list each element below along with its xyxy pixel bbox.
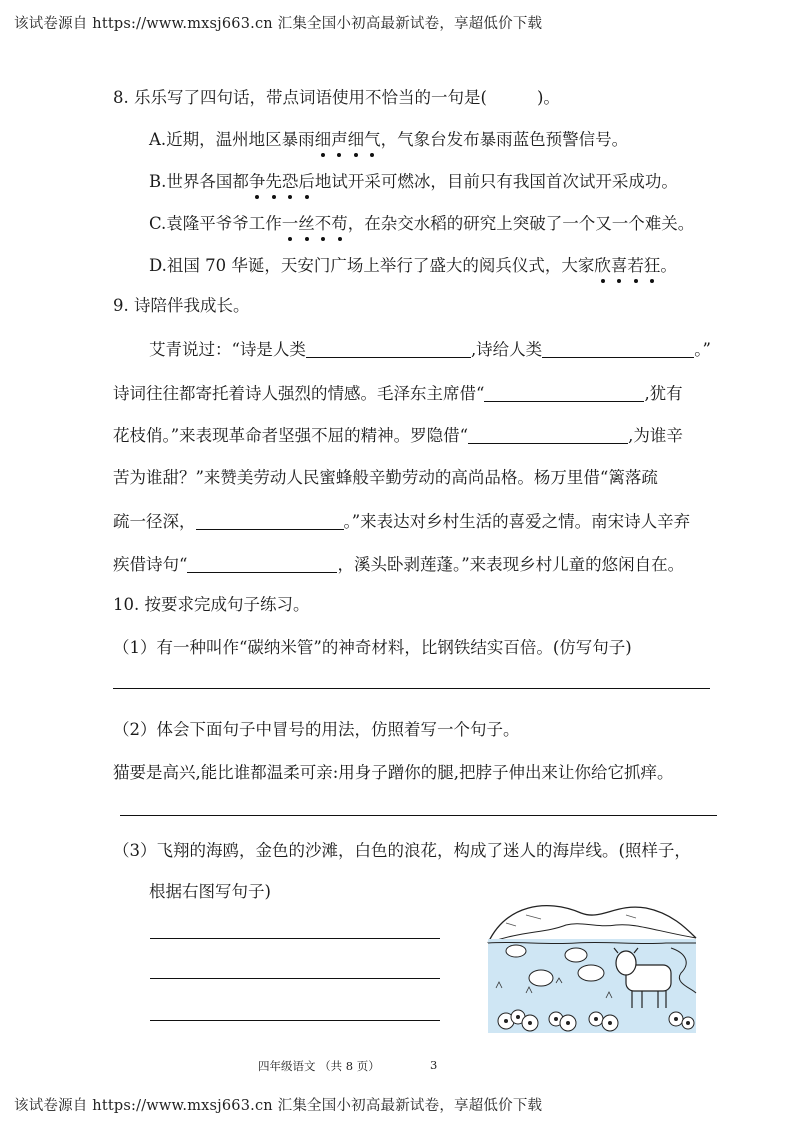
answer-line-2[interactable] xyxy=(120,815,717,816)
question-8-option-d xyxy=(149,258,677,275)
question-10-title: 10. 按要求完成句子练习。 xyxy=(113,595,310,614)
fill-blank[interactable] xyxy=(468,427,628,444)
option-d-post: 。 xyxy=(660,256,677,275)
dotted-char: 争 xyxy=(248,172,266,191)
page-footer-label: 四年级语文 （共 8 页） xyxy=(258,1059,380,1073)
question-10-sub-2: （2）体会下面句子中冒号的用法，仿照着写一个句子。 xyxy=(113,720,520,739)
answer-line-1[interactable] xyxy=(113,688,710,689)
question-8-text-end: )。 xyxy=(536,88,560,107)
dotted-char: 气 xyxy=(364,130,381,149)
question-8-option-c xyxy=(149,216,694,233)
q9-text: ,犹有 xyxy=(644,384,683,403)
dotted-char: 苟 xyxy=(331,214,348,233)
dotted-char: 恐 xyxy=(281,172,299,191)
dotted-char: 细 xyxy=(314,130,332,149)
question-10-sub-3: （3）飞翔的海鸥，金色的沙滩，白色的浪花，构成了迷人的海岸线。(照样子， xyxy=(113,841,691,860)
question-8-text: 8. 乐乐写了四句话，带点词语使用不恰当的一句是( xyxy=(113,88,487,107)
option-c-post: ，在杂交水稻的研究上突破了一个又一个难关。 xyxy=(347,214,695,233)
question-8-stem xyxy=(113,90,560,107)
fill-blank[interactable] xyxy=(187,556,337,573)
q9-text: 。” xyxy=(694,340,711,359)
option-a-pre: A.近期，温州地区暴雨 xyxy=(149,130,315,149)
fill-blank[interactable] xyxy=(542,341,694,358)
q9-text: ,诗给人类 xyxy=(470,340,543,359)
dotted-char: 若 xyxy=(627,256,644,275)
question-9-line-2 xyxy=(113,385,683,403)
option-b-pre: B.世界各国都 xyxy=(149,172,249,191)
question-10-sub-2-example: 猫要是高兴,能比谁都温柔可亲:用身子蹭你的腿,把脖子伸出来让你给它抓痒。 xyxy=(113,763,674,782)
q9-text: 诗词往往都寄托着诗人强烈的情感。毛泽东主席借“ xyxy=(113,384,485,403)
q9-text: ,为谁辛 xyxy=(628,426,683,445)
q9-text: ，溪头卧剥莲蓬。”来表现乡村儿童的悠闲自在。 xyxy=(337,555,685,574)
q9-text: 花枝俏。”来表现革命者坚强不屈的精神。罗隐借“ xyxy=(113,426,469,445)
option-a-post: ，气象台发布暴雨蓝色预警信号。 xyxy=(380,130,629,149)
top-source-banner: 该试卷源自 https://www.mxsj663.cn 汇集全国小初高最新试卷，享超低价下载 xyxy=(14,16,543,32)
answer-line-3b[interactable] xyxy=(150,978,440,979)
q9-text: 。”来表达对乡村生活的喜爱之情。南宋诗人辛弃 xyxy=(343,512,691,531)
fill-blank[interactable] xyxy=(306,341,471,358)
q9-text: 疾借诗句“ xyxy=(113,555,188,574)
dotted-char: 声 xyxy=(331,130,348,149)
fill-blank[interactable] xyxy=(196,513,344,530)
q9-text: 艾青说过：“诗是人类 xyxy=(149,340,306,359)
dotted-char: 细 xyxy=(347,130,365,149)
dotted-char: 一 xyxy=(281,214,299,233)
option-c-pre: C.袁隆平爷爷工作 xyxy=(149,214,282,233)
question-8-option-b xyxy=(149,174,678,191)
bottom-source-banner: 该试卷源自 https://www.mxsj663.cn 汇集全国小初高最新试卷，享超低价下载 xyxy=(14,1098,543,1114)
dotted-char: 后 xyxy=(298,172,315,191)
dotted-char: 狂 xyxy=(643,256,661,275)
landscape-illustration xyxy=(486,893,698,1043)
question-9-line-4: 苦为谁甜？”来赞美劳动人民蜜蜂般辛勤劳动的高尚品格。杨万里借“篱落疏 xyxy=(113,468,658,487)
question-10-sub-3-cont: 根据右图写句子) xyxy=(149,882,271,901)
question-9-line-1 xyxy=(149,341,711,359)
answer-line-3c[interactable] xyxy=(150,1020,440,1021)
question-9-line-3 xyxy=(113,427,683,445)
page-number: 3 xyxy=(430,1058,438,1072)
dotted-char: 喜 xyxy=(610,256,628,275)
dotted-char: 欣 xyxy=(594,256,611,275)
q9-text: 疏一径深， xyxy=(113,512,196,531)
question-9-line-5 xyxy=(113,513,690,531)
dotted-char: 先 xyxy=(265,172,282,191)
dotted-char: 不 xyxy=(314,214,332,233)
fill-blank[interactable] xyxy=(484,385,644,402)
question-8-option-a xyxy=(149,132,628,149)
question-9-title: 9. 诗陪伴我成长。 xyxy=(113,296,250,315)
dotted-char: 丝 xyxy=(298,214,315,233)
option-d-pre: D.祖国 70 华诞，天安门广场上举行了盛大的阅兵仪式，大家 xyxy=(149,256,595,275)
option-b-post: 地试开采可燃冰，目前只有我国首次试开采成功。 xyxy=(314,172,678,191)
question-9-line-6 xyxy=(113,556,684,574)
question-10-sub-1: （1）有一种叫作“碳纳米管”的神奇材料，比钢铁结实百倍。(仿写句子) xyxy=(113,638,632,657)
answer-line-3a[interactable] xyxy=(150,938,440,939)
